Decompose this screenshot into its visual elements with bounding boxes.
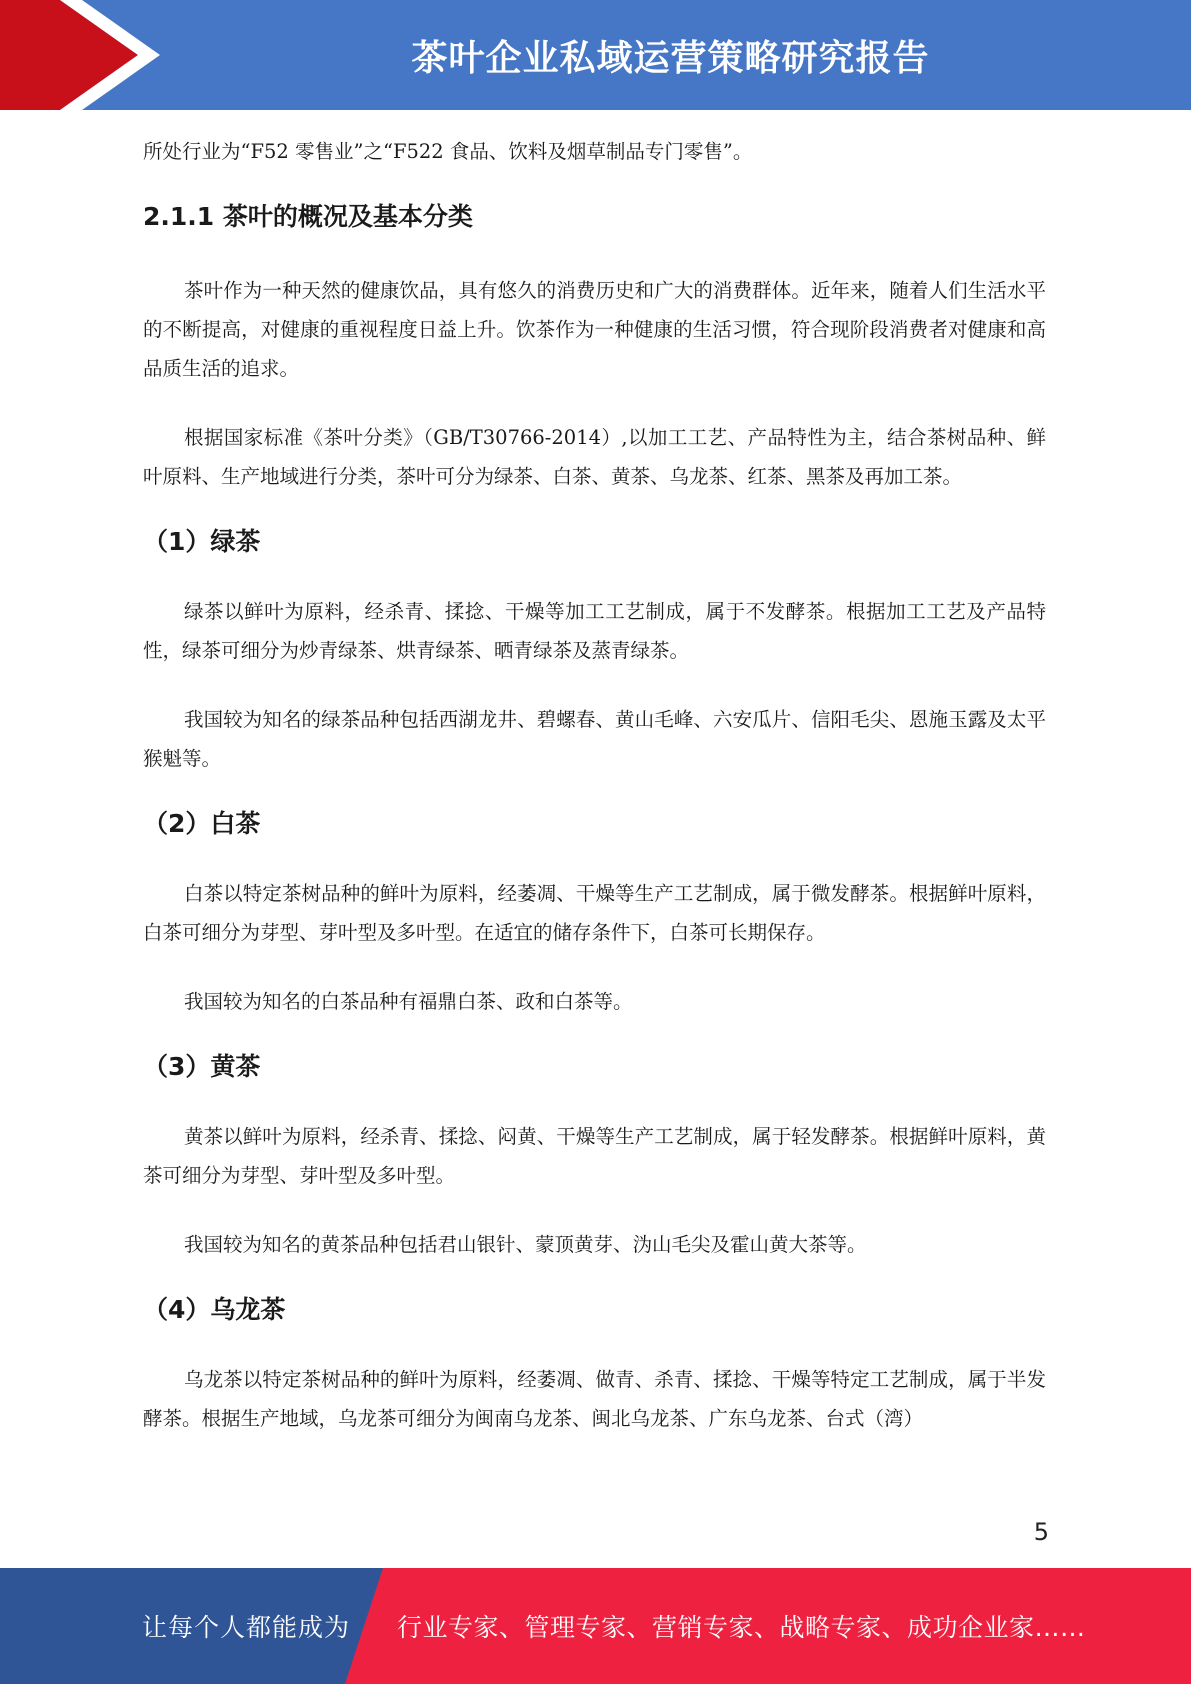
overview-paragraph: 茶叶作为一种天然的健康饮品，具有悠久的消费历史和广大的消费群体。近年来，随着人们生活水平的不断提高，对健康的重视程度日益上升。饮茶作为一种健康的生活习惯，符合现阶段消费者对健康和高品质生活的追求。 xyxy=(143,279,1046,380)
report-header xyxy=(0,0,1191,110)
oolong-tea-heading: （4）乌龙茶 xyxy=(143,1295,286,1324)
section-heading: 2.1.1 茶叶的概况及基本分类 xyxy=(143,202,473,231)
green-tea-heading: （1）绿茶 xyxy=(143,527,261,556)
yellow-tea-paragraph: 黄茶以鲜叶为原料，经杀青、揉捻、闷黄、干燥等生产工艺制成，属于轻发酵茶。根据鲜叶原料，黄茶可细分为芽型、芽叶型及多叶型。 xyxy=(143,1125,1046,1187)
report-footer xyxy=(0,1568,1191,1684)
footer-slogan-left: 让每个人都能成为 xyxy=(142,1613,351,1642)
white-tea-varieties: 我国较为知名的白茶品种有福鼎白茶、政和白茶等。 xyxy=(184,990,633,1013)
footer-slogan-right: 行业专家、管理专家、营销专家、战略专家、成功企业家…… xyxy=(397,1613,1086,1642)
oolong-tea-paragraph: 乌龙茶以特定茶树品种的鲜叶为原料，经萎凋、做青、杀青、揉捻、干燥等特定工艺制成，属于半发酵茶。根据生产地域，乌龙茶可细分为闽南乌龙茶、闽北乌龙茶、广东乌龙茶、台式（湾） xyxy=(143,1368,1046,1430)
green-tea-paragraph: 绿茶以鲜叶为原料，经杀青、揉捻、干燥等加工工艺制成，属于不发酵茶。根据加工工艺及产品特性，绿茶可细分为炒青绿茶、烘青绿茶、晒青绿茶及蒸青绿茶。 xyxy=(143,600,1046,662)
page-content xyxy=(143,132,1046,1438)
yellow-tea-varieties: 我国较为知名的黄茶品种包括君山银针、蒙顶黄芽、沩山毛尖及霍山黄大茶等。 xyxy=(184,1233,867,1256)
white-tea-paragraph: 白茶以特定茶树品种的鲜叶为原料，经萎凋、干燥等生产工艺制成，属于微发酵茶。根据鲜叶原料，白茶可细分为芽型、芽叶型及多叶型。在适宜的储存条件下，白茶可长期保存。 xyxy=(143,882,1046,944)
page-number: 5 xyxy=(1033,1518,1049,1546)
yellow-tea-heading: （3）黄茶 xyxy=(143,1052,261,1081)
report-title: 茶叶企业私域运营策略研究报告 xyxy=(411,37,930,79)
green-tea-varieties: 我国较为知名的绿茶品种包括西湖龙井、碧螺春、黄山毛峰、六安瓜片、信阳毛尖、恩施玉露及太平猴魁等。 xyxy=(143,708,1046,770)
white-tea-heading: （2）白茶 xyxy=(143,809,261,838)
intro-paragraph: 所处行业为“F52 零售业”之“F522 食品、饮料及烟草制品专门零售”。 xyxy=(143,140,753,163)
standard-paragraph: 根据国家标准《茶叶分类》（GB/T30766-2014）,以加工工艺、产品特性为主，结合茶树品种、鲜叶原料、生产地域进行分类，茶叶可分为绿茶、白茶、黄茶、乌龙茶、红茶、黑茶及再加工茶。 xyxy=(143,426,1046,488)
